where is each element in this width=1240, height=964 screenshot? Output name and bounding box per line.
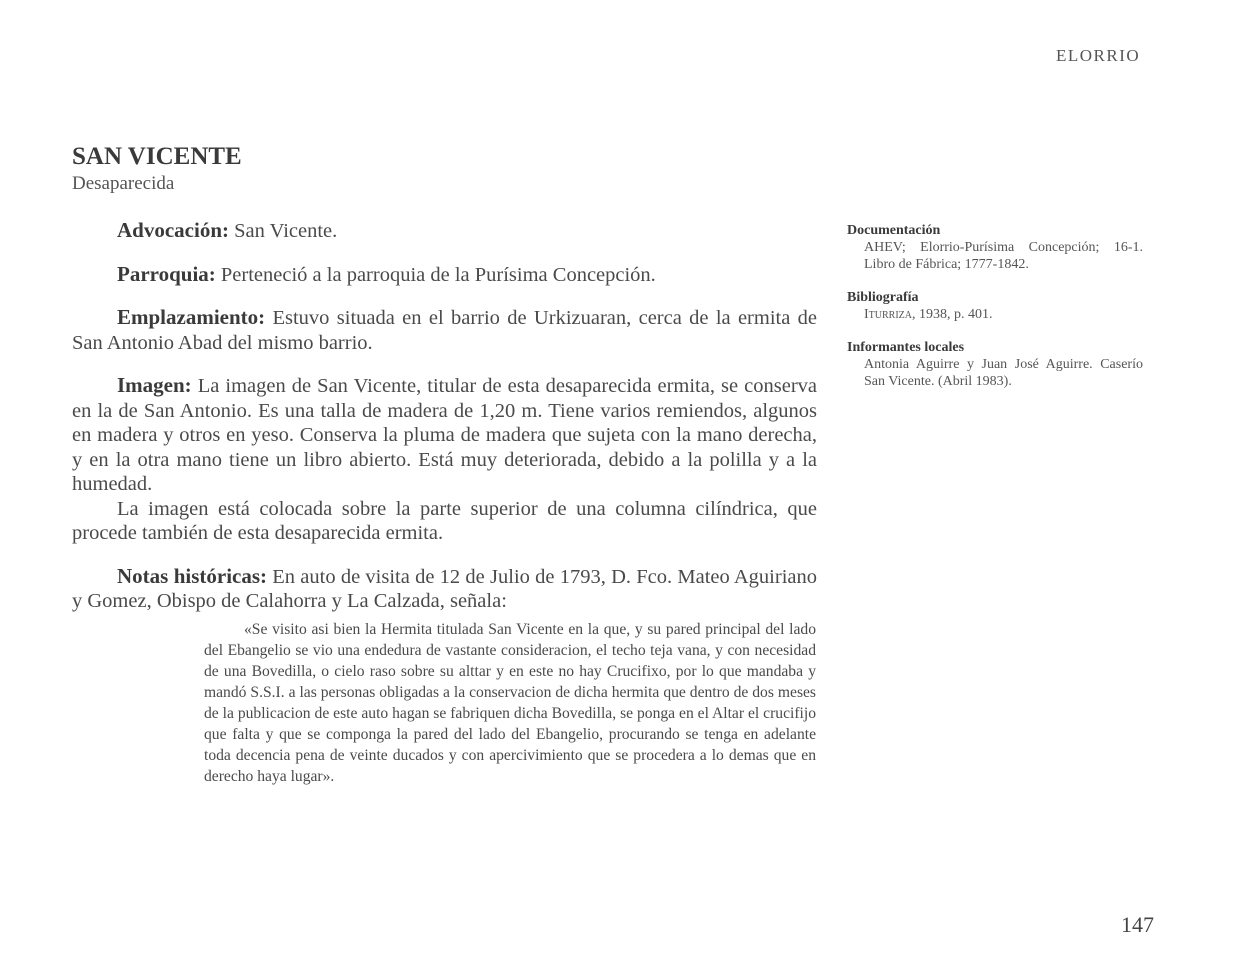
informantes-heading: Informantes locales xyxy=(847,340,965,355)
informantes-text: Antonia Aguirre y Juan José Aguirre. Caserío San Vicente. (Abril 1983). xyxy=(864,357,1143,389)
advocacion-text: San Vicente. xyxy=(229,220,338,242)
advocacion-paragraph xyxy=(72,218,817,244)
entry-title: SAN VICENTE xyxy=(72,143,242,170)
sidebar-notes xyxy=(847,222,1143,406)
historical-quote: «Se visito asi bien la Hermita titulada San Vicente en la que, y su pared principal del lado del Ebangelio se vio una endedura de vastante consideracion, el techo teja vana, y con necesidad de una Bovedilla, o cielo raso sobre su alttar y en este no hay Crucifixo, por lo que mandaba y mandó S.S.I. a las personas obligadas a la conservacion de dicha hermita que dentro de dos meses de la publicacion de este auto hagan se fabriquen dicha Bovedilla, se ponga en el Altar el crucifijo que falta y que se componga la pared del lado del Ebangelio, procurando se tenga en adelante toda decencia pena de veinte ducados y con apercivimiento que se procedera a lo demas que en derecho haya lugar». xyxy=(204,621,816,785)
imagen-continuation: La imagen está colocada sobre la parte superior de una columna cilíndrica, que procede también de esta desaparecida ermita. xyxy=(72,497,817,544)
emplazamiento-paragraph xyxy=(72,305,817,355)
documentacion-heading: Documentación xyxy=(847,223,941,238)
emplazamiento-label: Emplazamiento: xyxy=(117,305,266,329)
bibliografia-section xyxy=(847,289,1143,323)
bibliografia-heading: Bibliografía xyxy=(847,290,919,305)
notas-text: En auto de visita de 12 de Julio de 1793, D. Fco. Mateo Aguiriano y Gomez, Obispo de Calahorra y La Calzada, señala: xyxy=(72,565,817,612)
notas-paragraph xyxy=(72,564,817,614)
emplazamiento-text: Estuvo situada en el barrio de Urkizuaran, cerca de la ermita de San Antonio Abad del mismo barrio. xyxy=(72,307,817,354)
imagen-paragraph xyxy=(72,373,817,497)
bibliografia-author: Iturriza xyxy=(864,307,912,322)
documentacion-section xyxy=(847,222,1143,273)
advocacion-label: Advocación: xyxy=(117,218,229,242)
entry-main-column xyxy=(72,142,817,632)
bibliografia-text: , 1938, p. 401. xyxy=(912,307,993,322)
entry-subtitle: Desaparecida xyxy=(72,173,175,194)
documentacion-text: AHEV; Elorrio-Purísima Concepción; 16-1. Libro de Fábrica; 1777-1842. xyxy=(864,240,1143,272)
imagen-label: Imagen: xyxy=(117,373,192,397)
informantes-section xyxy=(847,339,1143,390)
parroquia-text: Perteneció a la parroquia de la Purísima Concepción. xyxy=(215,263,656,286)
parroquia-paragraph xyxy=(72,262,817,288)
running-head: ELORRIO xyxy=(1056,46,1141,65)
page-number: 147 xyxy=(1121,912,1154,937)
bibliografia-entry xyxy=(847,306,1143,323)
parroquia-label: Parroquia: xyxy=(117,261,216,286)
imagen-text: La imagen de San Vicente, titular de esta desaparecida ermita, se conserva en la de San Antonio. Es una talla de madera de 1,20 m. Tiene varios remiendos, algunos en madera y otros en yeso. Conserva la pluma de madera que sujeta con la mano derecha, y en la otra mano tiene un libro abierto. Está muy deteriorada, debido a la polilla y a la humedad. xyxy=(72,375,817,495)
notas-label: Notas históricas: xyxy=(117,563,268,588)
